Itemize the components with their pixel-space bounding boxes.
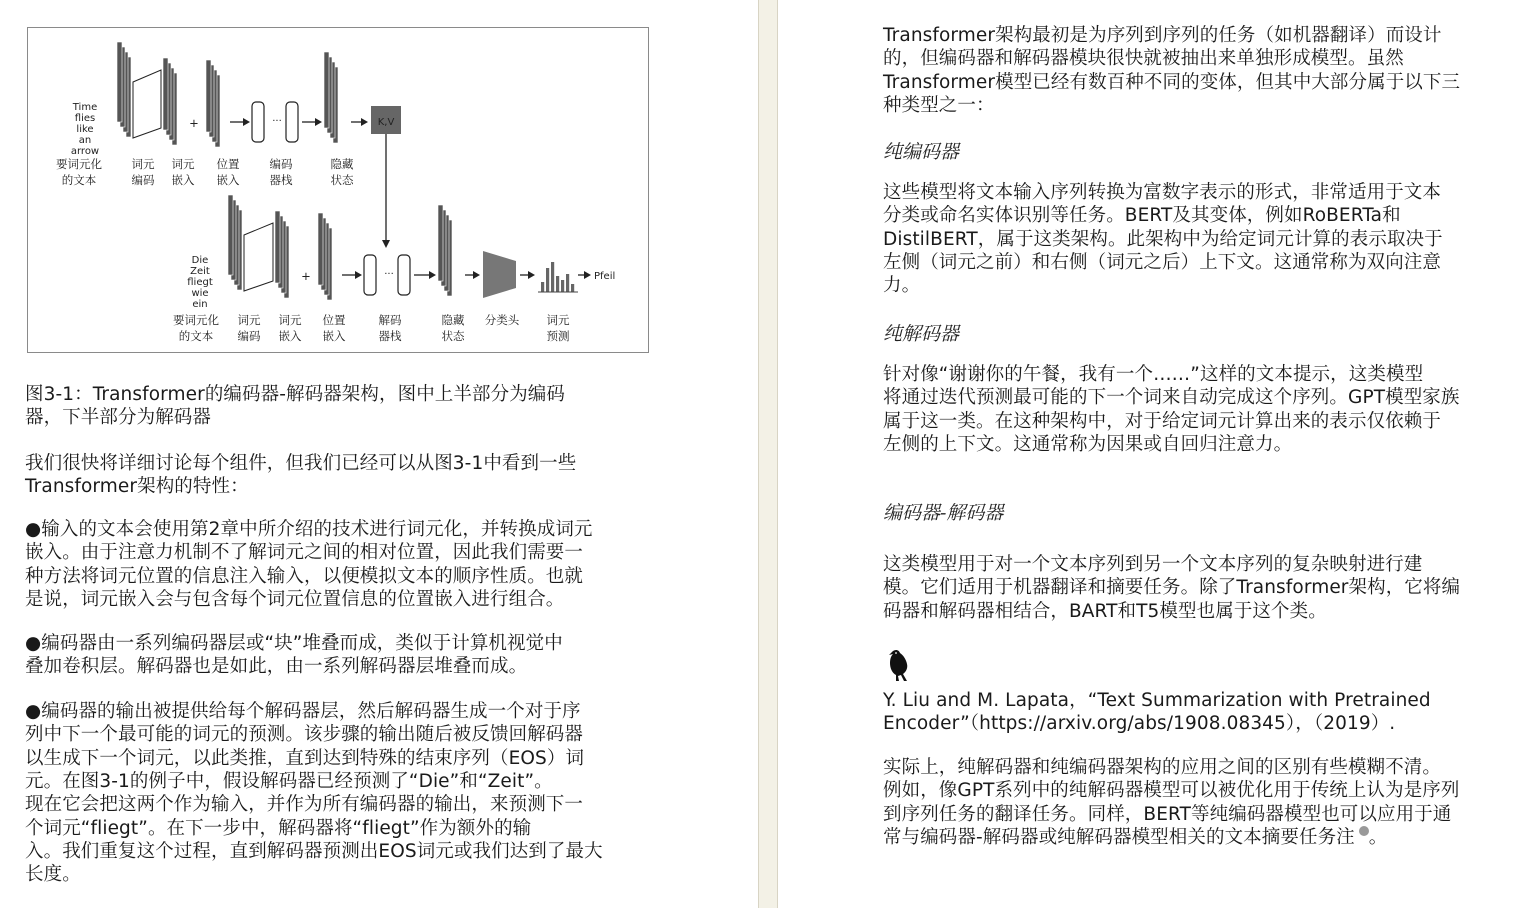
decoder-arrow-to-stack-head [355, 271, 362, 279]
decoder-label: 器栈 [378, 329, 402, 343]
encoder-layer-ellipsis: ··· [272, 116, 282, 127]
encoder-only-paragraph-line: DistilBERT，属于这类架构。此架构中为给定词元计算的表示取决于 [883, 228, 1443, 250]
encoder-label: 编码 [269, 157, 293, 171]
closing-paragraph-line: 到序列任务的翻译任务。同样，BERT等纯编码器模型也可以应用于通 [883, 803, 1452, 825]
bullet-decoder-output-line: 列中下一个最可能的词元的预测。该步骤的输出随后被反馈回解码器 [25, 724, 584, 746]
decoder-arrow-to-output-head [584, 271, 591, 279]
output-token: Pfeil [594, 271, 616, 282]
encoder-input-token: flies [74, 113, 96, 124]
decoder-label: 词元 [546, 313, 570, 327]
closing-paragraph-line: 实际上，纯解码器和纯编码器架构的应用之间的区别有些模糊不清。 [883, 757, 1442, 778]
token-prediction-bars [546, 268, 549, 292]
bullet-positional-embedding-line: 是说，词元嵌入会与包含每个词元位置信息的位置嵌入进行组合。 [25, 588, 565, 610]
bullet-decoder-output-line: 元。在图3-1的例子中，假设解码器已经预测了“Die”和“Zeit”。 [25, 770, 553, 792]
decoder-layer-box [364, 255, 376, 295]
encoder-decoder-paragraph-line: 这类模型用于对一个文本序列到另一个文本序列的复杂映射进行建 [883, 554, 1423, 575]
bullet-decoder-output-line: 以生成下一个词元，以此类推，直到达到特殊的结束序列（EOS）词 [25, 747, 585, 769]
right-intro-line: 的，但编码器和解码器模块很快就被抽出来单独形成模型。虽然 [883, 48, 1404, 70]
decoder-only-paragraph-line: 针对像“谢谢你的午餐，我有一个……”这样的文本提示，这类模型 [883, 364, 1424, 385]
figure-caption-line: 器，下半部分为解码器 [25, 407, 212, 429]
decoder-token-encoding [228, 195, 233, 275]
figure-caption-line: 图3-1：Transformer的编码器-解码器架构，图中上半部分为编码 [25, 384, 566, 405]
decoder-input-token: fliegt [187, 277, 213, 288]
token-prediction-bars [556, 276, 559, 292]
decoder-projection-frame [244, 223, 273, 291]
encoder-decoder-paragraph-line: 模。它们适用于机器翻译和摘要任务。除了Transformer架构，它将编 [883, 577, 1461, 599]
encoder-layer-box [286, 102, 298, 142]
decoder-label: 词元 [237, 313, 261, 327]
decoder-label: 解码 [378, 313, 402, 327]
encoder-label: 状态 [330, 173, 354, 187]
decoder-input-token: Zeit [190, 266, 210, 277]
bullet-decoder-output-line: 入。我们重复这个过程，直到解码器预测出EOS词元或我们达到了最大 [25, 840, 603, 862]
decoder-position-embedding [318, 213, 323, 285]
decoder-label: 词元 [278, 313, 302, 327]
encoder-input-token: Time [72, 102, 98, 113]
closing-paragraph-line: 常与编码器-解码器或纯解码器模型相关的文本摘要任务注 。 [883, 827, 1388, 849]
encoder-only-paragraph-line: 力。 [883, 275, 921, 297]
decoder-label: 嵌入 [322, 329, 346, 343]
decoder-label: 隐藏 [441, 313, 465, 327]
decoder-input-token: wie [191, 288, 209, 299]
bullet-decoder-output-line: ●编码器的输出被提供给每个解码器层，然后解码器生成一个对于序 [25, 701, 581, 722]
encoder-label: 隐藏 [330, 157, 354, 171]
crow-icon [884, 647, 912, 683]
kv-label: K,V [377, 117, 395, 128]
token-prediction-bars [541, 282, 544, 292]
right-intro-line: Transformer架构最初是为序列到序列的任务（如机器翻译）而设计 [883, 25, 1442, 46]
decoder-token-embedding [275, 211, 280, 283]
heading-decoder-only: 纯解码器 [883, 323, 960, 345]
kv-down-arrow-head [382, 240, 390, 248]
bullet-positional-embedding-line: ●输入的文本会使用第2章中所介绍的技术进行词元化，并转换成词元 [25, 519, 593, 540]
decoder-arrow-to-prediction-head [528, 271, 535, 279]
figure-transformer-architecture [27, 27, 649, 353]
decoder-label: 嵌入 [278, 329, 302, 343]
token-prediction-bars [571, 284, 574, 292]
encoder-only-paragraph-line: 这些模型将文本输入序列转换为富数字表示的形式，非常适用于文本 [883, 182, 1442, 203]
encoder-plus-sign: + [189, 116, 199, 130]
closing-paragraph-line: 例如，像GPT系列中的纯解码器模型可以被优化用于传统上认为是序列 [883, 780, 1460, 802]
footnote-reference-line: Encoder”（https://arxiv.org/abs/1908.08345），（2019）. [883, 713, 1396, 735]
classification-head [483, 251, 516, 298]
decoder-layer-ellipsis: ··· [384, 269, 394, 280]
encoder-label: 的文本 [61, 173, 97, 187]
left-page [0, 0, 758, 908]
decoder-label: 要词元化 [173, 313, 219, 327]
encoder-label: 词元 [131, 157, 155, 171]
encoder-token-encoding [117, 42, 122, 122]
bullet-decoder-output-line: 个词元“fliegt”。在下一步中，解码器将“fliegt”作为额外的输 [25, 817, 532, 839]
encoder-label: 词元 [171, 157, 195, 171]
heading-encoder-only: 纯编码器 [883, 141, 960, 163]
decoder-only-paragraph-line: 左侧的上下文。这通常称为因果或自回归注意力。 [883, 433, 1293, 455]
encoder-layer-box [252, 102, 264, 142]
footnote-marker-icon[interactable] [1359, 826, 1369, 836]
encoder-projection-frame [133, 70, 161, 138]
encoder-input-token: like [76, 124, 94, 135]
intro-paragraph-line: Transformer架构的特性： [25, 476, 249, 498]
page-gutter [758, 0, 778, 908]
encoder-input-token: arrow [70, 146, 100, 157]
encoder-position-embedding [206, 60, 211, 132]
bullet-encoder-stack-line: 叠加卷积层。解码器也是如此，由一系列解码器层堆叠而成。 [25, 656, 528, 678]
encoder-token-embedding [163, 58, 168, 130]
encoder-arrow-to-stack-head [243, 118, 250, 126]
decoder-plus-sign: + [301, 269, 311, 283]
encoder-label: 嵌入 [216, 173, 240, 187]
decoder-layer-box [398, 255, 410, 295]
encoder-label: 器栈 [269, 173, 293, 187]
decoder-label: 分类头 [484, 313, 520, 327]
decoder-hidden-states [438, 205, 443, 281]
encoder-label: 位置 [216, 157, 240, 171]
token-prediction-bars [566, 274, 569, 292]
encoder-input-token: an [78, 135, 92, 146]
decoder-label: 位置 [322, 313, 346, 327]
bullet-positional-embedding-line: 嵌入。由于注意力机制不了解词元之间的相对位置，因此我们需要一 [25, 542, 584, 564]
decoder-label: 预测 [546, 329, 570, 343]
encoder-label: 编码 [131, 173, 155, 187]
decoder-only-paragraph-line: 属于这一类。在这种架构中，对于给定词元计算出来的表示仅依赖于 [883, 410, 1442, 432]
right-intro-line: 种类型之一： [883, 94, 995, 116]
token-prediction-bars [551, 262, 554, 292]
decoder-input-token: Die [191, 255, 209, 266]
intro-paragraph-line: 我们很快将详细讨论每个组件，但我们已经可以从图3-1中看到一些 [25, 453, 577, 474]
encoder-arrow-to-kv-head [361, 118, 368, 126]
footnote-reference-line: Y. Liu and M. Lapata，“Text Summarization with Pretrained [883, 690, 1431, 711]
bullet-positional-embedding-line: 种方法将词元位置的信息注入输入，以便模拟文本的顺序性质。也就 [25, 565, 584, 587]
decoder-label: 的文本 [178, 329, 214, 343]
encoder-label: 要词元化 [56, 157, 102, 171]
heading-encoder-decoder: 编码器-解码器 [883, 502, 1004, 524]
decoder-label: 编码 [237, 329, 261, 343]
decoder-label: 状态 [441, 329, 465, 343]
architecture-diagram [28, 28, 650, 354]
encoder-only-paragraph-line: 分类或命名实体识别等任务。BERT及其变体，例如RoBERTa和 [883, 205, 1401, 227]
closing-period: 。 [1368, 827, 1388, 849]
bullet-encoder-stack-line: ●编码器由一系列编码器层或“块”堆叠而成，类似于计算机视觉中 [25, 633, 563, 654]
encoder-hidden-states [324, 52, 329, 128]
decoder-arrow-to-hidden-head [429, 271, 436, 279]
token-prediction-bars [561, 280, 564, 292]
decoder-arrow-to-head-head [473, 271, 480, 279]
encoder-decoder-paragraph-line: 码器和解码器相结合，BART和T5模型也属于这个类。 [883, 600, 1327, 622]
encoder-only-paragraph-line: 左侧（词元之前）和右侧（词元之后）上下文。这通常称为双向注意 [883, 251, 1442, 273]
right-intro-line: Transformer模型已经有数百种不同的变体，但其中大部分属于以下三 [883, 71, 1461, 93]
decoder-input-token: ein [192, 299, 208, 310]
bullet-decoder-output-line: 现在它会把这两个作为输入，并作为所有编码器的输出，来预测下一 [25, 794, 584, 816]
encoder-label: 嵌入 [171, 173, 195, 187]
decoder-only-paragraph-line: 将通过迭代预测最可能的下一个词来自动完成这个序列。GPT模型家族 [883, 387, 1460, 409]
bullet-decoder-output-line: 长度。 [25, 864, 81, 886]
encoder-arrow-to-hidden-head [315, 118, 322, 126]
